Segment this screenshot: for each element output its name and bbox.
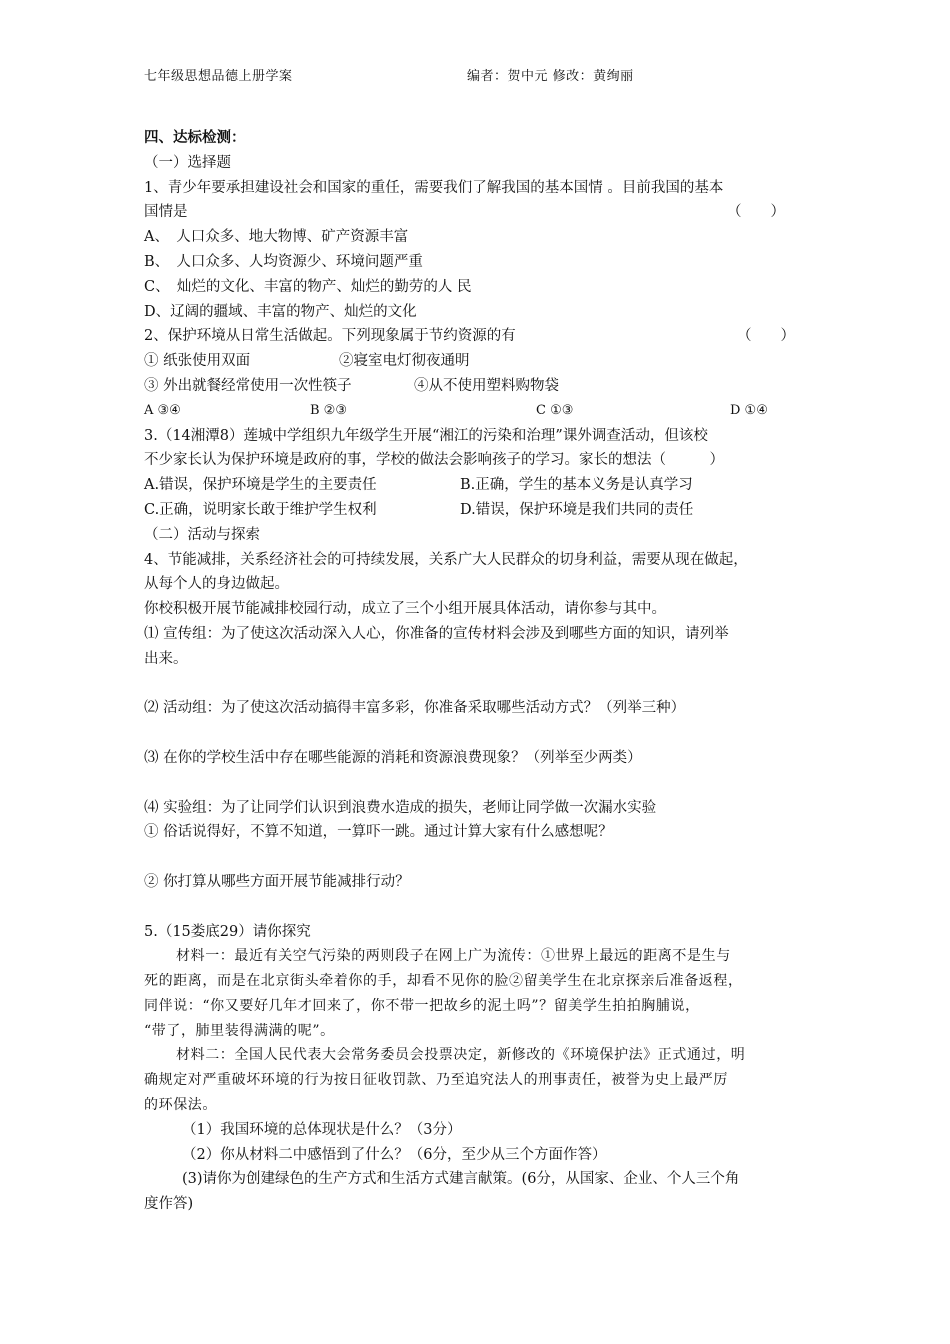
q2-stem-line (144, 324, 824, 349)
answer-space (144, 672, 824, 697)
q5-material2-line3: 的环保法。 (144, 1097, 217, 1114)
answer-space (144, 845, 824, 870)
q4-line3: 你校积极开展节能减排校园行动，成立了三个小组开展具体活动，请你参与其中。 (144, 601, 666, 618)
q4-line1: 4、节能减排，关系经济社会的可持续发展，关系广大人民群众的切身利益，需要从现在做起， (144, 551, 748, 568)
q3-options-line1 (144, 473, 824, 498)
q1-option-b: B、 人口众多、人均资源少、环境问题严重 (144, 253, 423, 270)
q5-subquestion3-line2: 度作答) (144, 1196, 194, 1213)
q4-sub1-line2: 出来。 (144, 650, 188, 667)
q2-option-d: D ①④ (730, 402, 768, 418)
q2-item-4: ④从不使用塑料购物袋 (414, 377, 559, 394)
content (144, 126, 824, 1217)
q5-material1-line3: 同伴说：“你又要好几年才回来了，你不带一把故乡的泥土吗”？留美学生拍拍胸脯说， (144, 997, 700, 1014)
q2-options-line (144, 399, 824, 424)
q4-sub4-part1: ① 俗话说得好，不算不知道，一算吓一跳。通过计算大家有什么感想呢？ (144, 824, 613, 841)
q5-title: 5.（15娄底29）请你探究 (144, 923, 311, 940)
q4-sub1-line1: ⑴ 宣传组：为了使这次活动深入人心，你准备的宣传材料会涉及到哪些方面的知识，请列举 (144, 625, 729, 642)
q1-option-a: A、 人口众多、地大物博、矿产资源丰富 (144, 229, 409, 246)
q5-material1-line4: “带了，肺里装得满满的呢”。 (144, 1022, 335, 1039)
q2-stem-text: 2、保护环境从日常生活做起。下列现象属于节约资源的有 (144, 328, 516, 345)
q2-option-c: C ①③ (536, 402, 574, 418)
q1-option-d: D、辽阔的疆域、丰富的物产、灿烂的文化 (144, 303, 417, 320)
q2-option-b: B ②③ (310, 402, 347, 418)
q2-item-2: ②寝室电灯彻夜通明 (339, 353, 470, 370)
header-editors: 编者：贺中元 修改：黄绚丽 (467, 69, 634, 84)
q4-sub4-part2: ② 你打算从哪些方面开展节能减排行动？ (144, 873, 410, 890)
q2-item-3: ③ 外出就餐经常使用一次性筷子 (144, 377, 352, 394)
section-title: 四、达标检测： (144, 129, 246, 146)
q3-option-c: C.正确，说明家长敢于维护学生权利 (144, 501, 377, 518)
q5-subquestion2: （2）你从材料二中感悟到了什么？（6分，至少从三个方面作答） (182, 1146, 607, 1163)
part2-title: （二）活动与探索 (144, 526, 260, 543)
q3-option-d: D.错误，保护环境是我们共同的责任 (460, 501, 694, 518)
q4-sub3: ⑶ 在你的学校生活中存在哪些能源的消耗和资源浪费现象？（列举至少两类） (144, 749, 642, 766)
q3-option-b: B.正确，学生的基本义务是认真学习 (460, 477, 693, 494)
q2-items-line2 (144, 374, 824, 399)
q4-sub4: ⑷ 实验组：为了让同学们认识到浪费水造成的损失，老师让同学做一次漏水实验 (144, 799, 657, 816)
q4-line2: 从每个人的身边做起。 (144, 576, 289, 593)
q2-option-a: A ③④ (144, 402, 181, 418)
answer-space (144, 895, 824, 920)
answer-space (144, 771, 824, 796)
q1-stem-line2 (144, 200, 824, 225)
q1-answer-paren: （ ） (727, 204, 785, 221)
answer-space (144, 721, 824, 746)
q5-subquestion1: （1）我国环境的总体现状是什么？（3分） (182, 1121, 462, 1138)
part1-title: （一）选择题 (144, 154, 231, 171)
q3-stem-line1: 3.（14湘潭8）莲城中学组织九年级学生开展“湘江的污染和治理”课外调查活动，但该校 (144, 427, 708, 444)
q2-items-line1 (144, 349, 824, 374)
q3-options-line2 (144, 498, 824, 523)
q2-answer-paren: （ ） (737, 328, 795, 345)
q5-material2-line2: 确规定对严重破坏环境的行为按日征收罚款、乃至追究法人的刑事责任，被誉为史上最严厉 (144, 1072, 728, 1089)
q1-stem-text: 国情是 (144, 204, 188, 221)
q1-stem-line1: 1、青少年要承担建设社会和国家的重任，需要我们了解我国的基本国情 。目前我国的基本 (144, 179, 724, 196)
q3-stem-line2: 不少家长认为保护环境是政府的事，学校的做法会影响孩子的学习。家长的想法（ ） (144, 452, 724, 469)
header-course-title: 七年级思想品德上册学案 (144, 69, 293, 84)
q2-item-1: ① 纸张使用双面 (144, 353, 251, 370)
q3-option-a: A.错误，保护环境是学生的主要责任 (144, 477, 377, 494)
q5-material1-line2: 死的距离，而是在北京街头牵着你的手，却看不见你的脸②留美学生在北京探亲后准备返程， (144, 973, 743, 990)
q5-material1-line1: 材料一：最近有关空气污染的两则段子在网上广为流传：①世界上最远的距离不是生与 (176, 948, 731, 965)
q4-sub2: ⑵ 活动组：为了使这次活动搞得丰富多彩，你准备采取哪些活动方式？（列举三种） (144, 700, 686, 717)
q5-subquestion3-line1: (3)请你为创建绿色的生产方式和生活方式建言献策。(6分，从国家、企业、个人三个角 (182, 1171, 740, 1188)
q5-material2-line1: 材料二：全国人民代表大会常务委员会投票决定，新修改的《环境保护法》正式通过，明 (176, 1047, 746, 1064)
q1-option-c: C、 灿烂的文化、丰富的物产、灿烂的勤劳的人 民 (144, 278, 472, 295)
